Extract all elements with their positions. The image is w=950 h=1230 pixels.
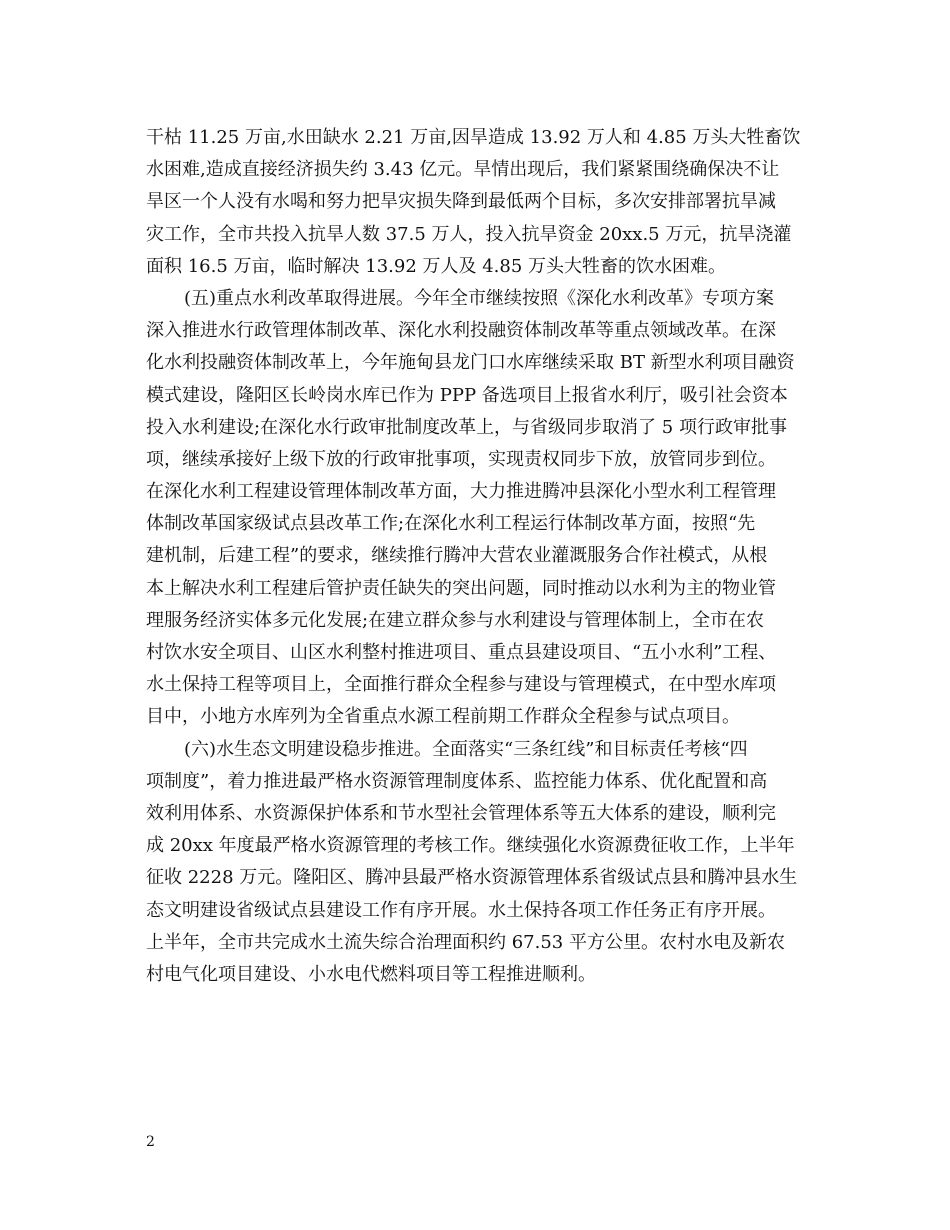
text-line: 本上解决水利工程建后管护责任缺失的突出问题，同时推动以水利为主的物业管	[146, 577, 776, 599]
text-line: 水困难,造成直接经济损失约 3.43 亿元。旱情出现后，我们紧紧围绕确保决不让	[146, 159, 780, 181]
text-line: 村电气化项目建设、小水电代燃料项目等工程推进顺利。	[146, 963, 596, 985]
text-line: 深入推进水行政管理体制改革、深化水利投融资体制改革等重点领域改革。在深	[146, 320, 776, 342]
text-line: 投入水利建设;在深化水行政审批制度改革上，与省级同步取消了 5 项行政审批事	[146, 416, 787, 438]
text-line: 态文明建设省级试点县建设工作有序开展。水土保持各项工作任务正有序开展。	[146, 899, 776, 921]
paragraph-heading-line: (五)重点水利改革取得进展。今年全市继续按照《深化水利改革》专项方案	[184, 287, 775, 309]
text-line: 理服务经济实体多元化发展;在建立群众参与水利建设与管理体制上，全市在农	[146, 609, 765, 631]
text-line: 成 20xx 年度最严格水资源管理的考核工作。继续强化水资源费征收工作，上半年	[146, 835, 795, 857]
text-line: 效利用体系、水资源保护体系和节水型社会管理体系等五大体系的建设，顺利完	[146, 802, 776, 824]
text-line: 在深化水利工程建设管理体制改革方面，大力推进腾冲县深化小型水利工程管理	[146, 481, 776, 503]
text-line: 建机制，后建工程”的要求，继续推行腾冲大营农业灌溉服务合作社模式，从根	[146, 545, 768, 567]
text-line: 体制改革国家级试点县改革工作;在深化水利工程运行体制改革方面，按照“先	[146, 513, 756, 535]
text-line: 模式建设，隆阳区长岭岗水库已作为 PPP 备选项目上报省水利厅，吸引社会资本	[146, 384, 788, 406]
text-line: 灾工作，全市共投入抗旱人数 37.5 万人，投入抗旱资金 20xx.5 万元，抗旱浇灌	[146, 223, 792, 245]
page-number: 2	[146, 1134, 155, 1150]
paragraph-heading-line: (六)水生态文明建设稳步推进。全面落实“三条红线”和目标责任考核“四	[184, 738, 748, 760]
text-line: 水土保持工程等项目上，全面推行群众全程参与建设与管理模式，在中型水库项	[146, 674, 776, 696]
text-line: 项制度”，着力推进最严格水资源管理制度体系、监控能力体系、优化配置和高	[146, 770, 768, 792]
text-line: 征收 2228 万元。隆阳区、腾冲县最严格水资源管理体系省级试点县和腾冲县水生	[146, 867, 798, 889]
text-line: 化水利投融资体制改革上，今年施甸县龙门口水库继续采取 BT 新型水利项目融资	[146, 352, 795, 374]
text-line: 旱区一个人没有水喝和努力把旱灾损失降到最低两个目标，多次安排部署抗旱减	[146, 191, 776, 213]
document-body	[146, 122, 806, 991]
text-line: 上半年，全市共完成水土流失综合治理面积约 67.53 平方公里。农村水电及新农	[146, 931, 785, 953]
text-line: 目中，小地方水库列为全省重点水源工程前期工作群众全程参与试点项目。	[146, 706, 740, 728]
text-line: 项，继续承接好上级下放的行政审批事项，实现责权同步下放，放管同步到位。	[146, 448, 776, 470]
text-line: 村饮水安全项目、山区水利整村推进项目、重点县建设项目、“五小水利”工程、	[146, 642, 777, 663]
text-line: 面积 16.5 万亩，临时解决 13.92 万人及 4.85 万头大牲畜的饮水困难。	[146, 255, 727, 277]
text-line: 干枯 11.25 万亩,水田缺水 2.21 万亩,因旱造成 13.92 万人和 4.85 万头大牲畜饮	[146, 127, 801, 148]
